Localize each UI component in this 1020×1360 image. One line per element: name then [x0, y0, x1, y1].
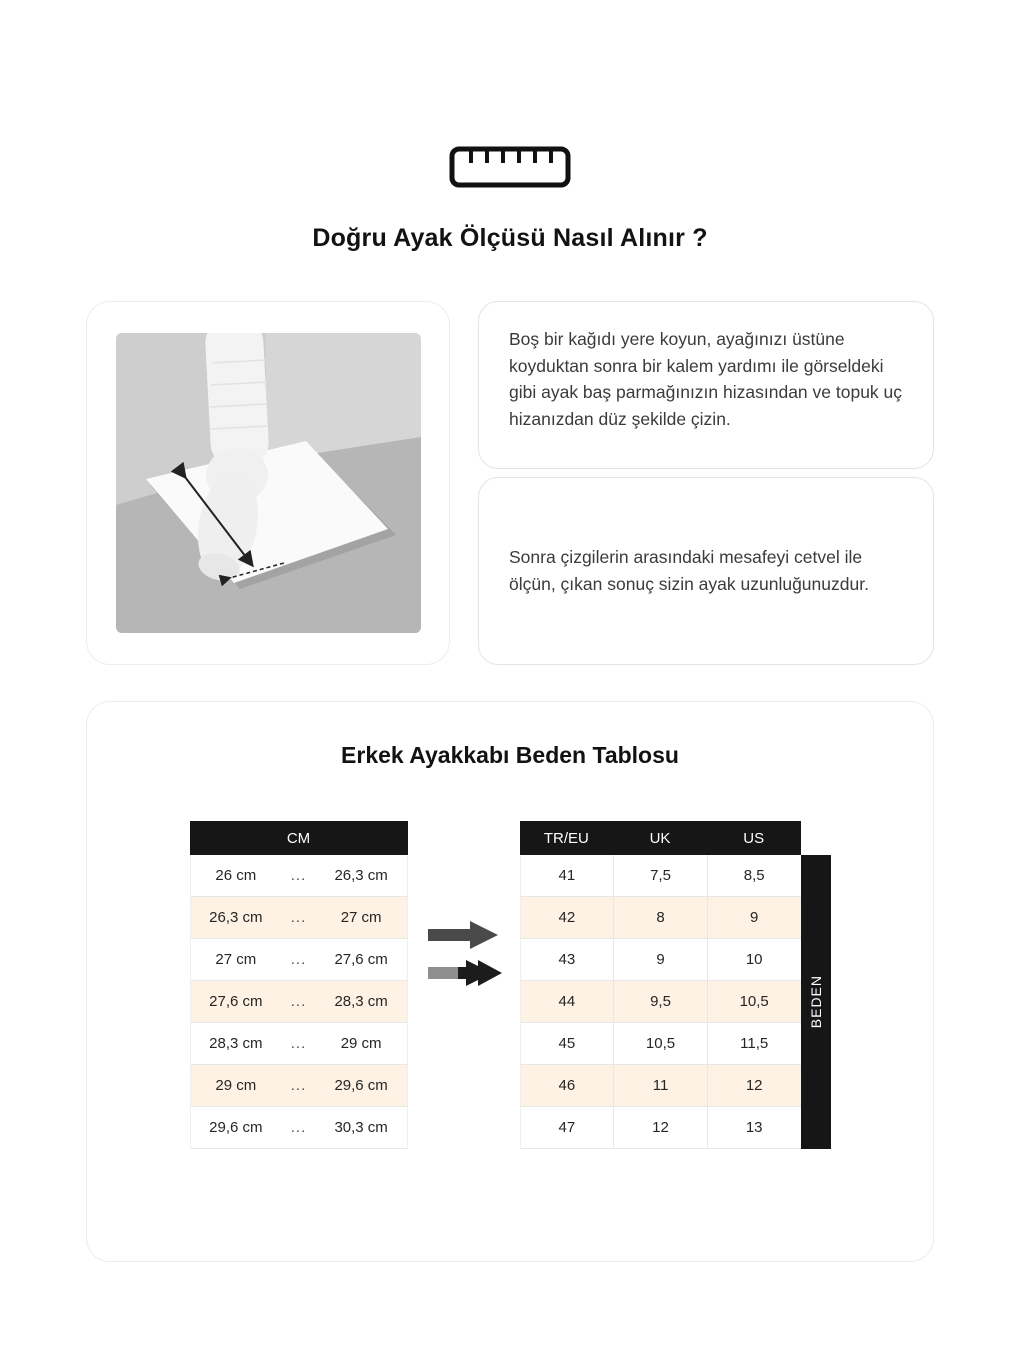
cm-table-row — [191, 855, 407, 897]
size-uk: 12 — [613, 1107, 707, 1148]
foot-measurement-photo-card — [86, 301, 450, 665]
cm-separator: ... — [290, 951, 307, 968]
size-table-header: UK — [649, 829, 671, 847]
size-table-row — [521, 1023, 801, 1065]
cm-to: 30,3 cm — [334, 1119, 388, 1136]
size-table-body — [520, 855, 801, 1149]
instruction-cards — [478, 301, 934, 665]
conversion-arrows — [426, 917, 504, 994]
cm-from: 29 cm — [215, 1077, 257, 1094]
size-us: 10 — [707, 939, 801, 980]
size-table-row — [521, 1107, 801, 1149]
size-us: 10,5 — [707, 981, 801, 1022]
size-table-row — [521, 897, 801, 939]
size-us: 13 — [707, 1107, 801, 1148]
cm-table-header: CM — [190, 821, 408, 855]
cm-table-row — [191, 939, 407, 981]
size-us: 11,5 — [707, 1023, 801, 1064]
cm-separator: ... — [290, 1077, 307, 1094]
cm-table-row — [191, 1107, 407, 1149]
page-title: Doğru Ayak Ölçüsü Nasıl Alınır ? — [312, 224, 708, 252]
size-table-row — [521, 981, 801, 1023]
size-table — [520, 821, 801, 1149]
cm-from: 29,6 cm — [209, 1119, 263, 1136]
cm-from: 26,3 cm — [209, 909, 263, 926]
size-table-row — [521, 939, 801, 981]
size-tr-eu: 42 — [558, 909, 576, 926]
cm-from: 27 cm — [215, 951, 257, 968]
double-right-arrows-icon — [426, 917, 504, 989]
cm-to: 28,3 cm — [334, 993, 388, 1010]
cm-from: 27,6 cm — [209, 993, 263, 1010]
cm-from: 28,3 cm — [209, 1035, 263, 1052]
size-uk: 10,5 — [613, 1023, 707, 1064]
cm-separator: ... — [290, 1119, 307, 1136]
ruler-icon — [449, 146, 571, 188]
cm-to: 26,3 cm — [334, 867, 388, 884]
cm-separator: ... — [290, 867, 307, 884]
beden-side-label: BEDEN — [807, 975, 824, 1029]
beden-side-bar — [801, 855, 831, 1149]
size-tables — [87, 821, 933, 1149]
size-uk: 11 — [613, 1065, 707, 1106]
cm-to: 29 cm — [340, 1035, 382, 1052]
size-tr-eu: 41 — [558, 867, 576, 884]
size-table-header: TR/EU — [543, 829, 589, 847]
cm-table — [190, 821, 408, 1149]
size-chart-title: Erkek Ayakkabı Beden Tablosu — [341, 742, 679, 768]
size-uk: 8 — [613, 897, 707, 938]
size-table-header-row — [520, 821, 801, 855]
size-tr-eu: 44 — [558, 993, 576, 1010]
cm-table-row — [191, 1065, 407, 1107]
size-uk: 9 — [613, 939, 707, 980]
size-tr-eu: 43 — [558, 951, 576, 968]
instruction-step-2-text: Sonra çizgilerin arasındaki mesafeyi cetvel ile ölçün, çıkan sonuç sizin ayak uzunluğunuzdur. — [509, 547, 869, 594]
size-tr-eu: 45 — [558, 1035, 576, 1052]
cm-separator: ... — [290, 1035, 307, 1052]
size-us: 9 — [707, 897, 801, 938]
cm-separator: ... — [290, 993, 307, 1010]
howto-section — [0, 301, 1020, 665]
foot-measurement-illustration — [116, 333, 421, 633]
size-uk: 7,5 — [613, 855, 707, 896]
cm-table-row — [191, 897, 407, 939]
size-us: 8,5 — [707, 855, 801, 896]
instruction-step-2 — [478, 477, 934, 665]
size-table-row — [521, 1065, 801, 1107]
instruction-step-1-text: Boş bir kağıdı yere koyun, ayağınızı üstüne koyduktan sonra bir kalem yardımı ile görseldeki gibi ayak baş parmağınızın hizasından ve topuk uç hizanızdan düz şekilde çizin. — [509, 329, 903, 429]
size-tr-eu: 47 — [558, 1119, 576, 1136]
size-table-wrap — [520, 821, 831, 1149]
cm-from: 26 cm — [215, 867, 257, 884]
cm-to: 27,6 cm — [334, 951, 388, 968]
cm-separator: ... — [290, 909, 307, 926]
instruction-step-1 — [478, 301, 934, 469]
size-uk: 9,5 — [613, 981, 707, 1022]
size-tr-eu: 46 — [558, 1077, 576, 1094]
cm-table-row — [191, 1023, 407, 1065]
size-table-row — [521, 855, 801, 897]
size-table-header: US — [743, 829, 765, 847]
cm-to: 27 cm — [340, 909, 382, 926]
cm-table-body — [190, 855, 408, 1149]
cm-table-row — [191, 981, 407, 1023]
size-chart-card — [86, 701, 934, 1262]
cm-to: 29,6 cm — [334, 1077, 388, 1094]
size-us: 12 — [707, 1065, 801, 1106]
